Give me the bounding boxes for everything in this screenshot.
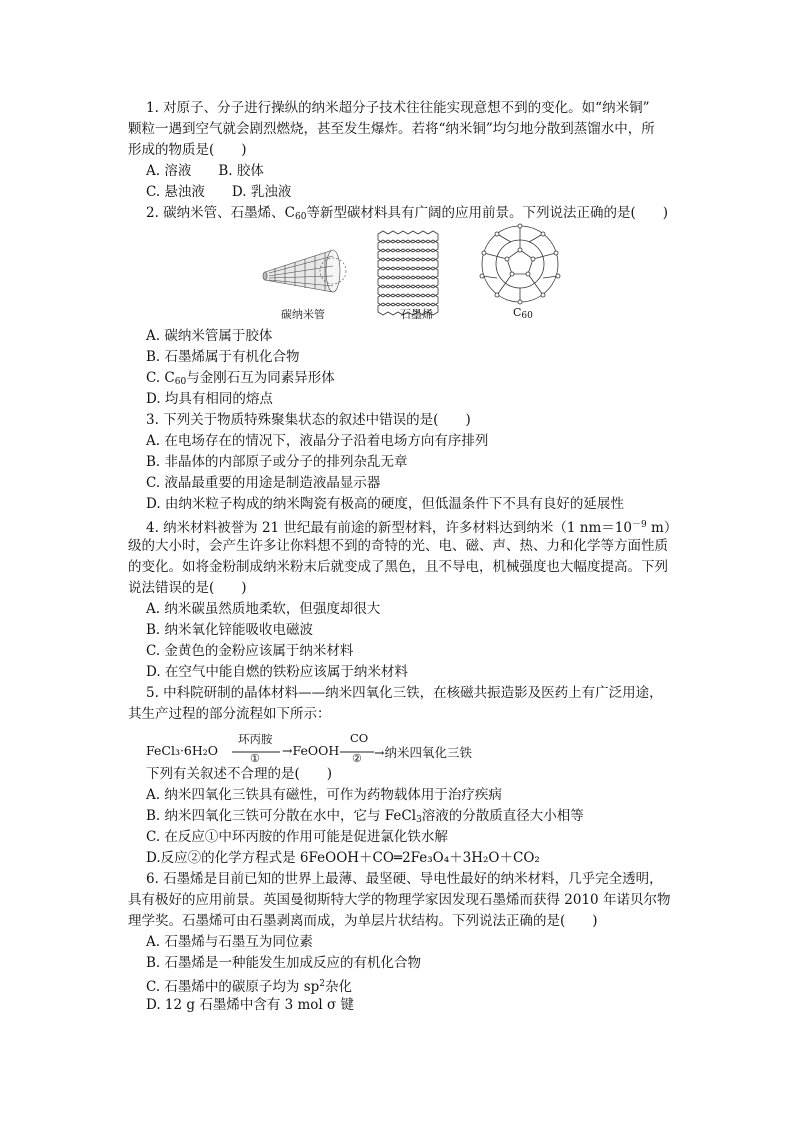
q1-line-2: 颗粒一遇到空气就会剧烈燃烧，甚至发生爆炸。若将“纳米铜”均匀地分散到蒸馏水中，所	[128, 121, 655, 137]
q5-option-d: D.反应②的化学方程式是 6FeOOH＋CO═2Fe₃O₄＋3H₂O＋CO₂	[146, 850, 540, 866]
q3-stem: 3. 下列关于物质特殊聚集状态的叙述中错误的是( )	[146, 412, 471, 428]
flow-reagent-2: CO	[350, 731, 369, 745]
q6-line-2: 具有极好的应用前景。英国曼彻斯特大学的物理学家因发现石墨烯而获得 2010 年诺贝尔物	[128, 892, 671, 908]
flow-reagent-1: 环丙胺	[238, 732, 273, 746]
q5-line-1: 5. 中科院研制的晶体材料——纳米四氧化三铁，在核磁共振造影及医药上有广泛用途，	[146, 685, 663, 701]
q3-option-b: B. 非晶体的内部原子或分子的排列杂乱无章	[146, 454, 408, 470]
q2-stem: 2. 碳纳米管、石墨烯、$C_{60}$等新型碳材料具有广阔的应用前景。下列说法正确的是( )	[146, 205, 669, 222]
q3-option-c: C. 液晶最重要的用途是制造液晶显示器	[146, 475, 381, 491]
flow-product: →纳米四氧化三铁	[374, 745, 472, 760]
q5-option-a: A. 纳米四氧化三铁具有磁性，可作为药物载体用于治疗疾病	[146, 787, 502, 803]
nanotube-illustration	[263, 250, 346, 292]
flow-reactant: FeCl₃·6H₂O	[146, 743, 219, 758]
q1-line-1: 1. 对原子、分子进行操纵的纳米超分子技术往往能实现意想不到的变化。如“纳米铜”	[146, 100, 650, 116]
q4-line-4: 说法错误的是( )	[128, 580, 247, 596]
q4-line-2: 级的大小时，会产生许多让你料想不到的奇特的光、电、磁、声、热、力和化学等方面性质	[128, 538, 668, 554]
q5-line-2: 其生产过程的部分流程如下所示：	[128, 706, 331, 722]
q3-option-a: A. 在电场存在的情况下，液晶分子沿着电场方向有序排列	[146, 433, 489, 449]
q4-option-b: B. 纳米氧化锌能吸收电磁波	[146, 622, 314, 638]
q2-option-b: B. 石墨烯属于有机化合物	[146, 349, 300, 365]
q2-option-c: C. $C_{60}$与金刚石互为同素异形体	[146, 370, 335, 387]
c60-label: $C_{60}$	[513, 306, 533, 321]
q5-option-c: C. 在反应①中环丙胺的作用可能是促进氯化铁水解	[146, 829, 448, 845]
q3-option-d: D. 由纳米粒子构成的纳米陶瓷有极高的硬度，但低温条件下不具有良好的延展性	[146, 496, 624, 512]
q5-stem: 下列有关叙述不合理的是( )	[146, 766, 333, 782]
q6-option-a: A. 石墨烯与石墨互为同位素	[146, 934, 313, 950]
q1-options-ab: A. 溶液 B. 胶体	[146, 163, 264, 179]
q4-line-3: 的变化。如将金粉制成纳米粉末后就变成了黑色，且不导电，机械强度也大幅度提高。下列	[128, 559, 668, 575]
flow-intermediate: →FeOOH	[282, 743, 340, 758]
graphene-illustration	[378, 231, 438, 315]
q6-option-d: D. 12 g 石墨烯中含有 3 mol σ 键	[146, 997, 355, 1013]
q2-option-a: A. 碳纳米管属于胶体	[146, 328, 273, 344]
q2-option-d: D. 均具有相同的熔点	[146, 391, 273, 407]
graphene-label: 石墨烯	[400, 308, 433, 321]
q4-option-c: C. 金黄色的金粉应该属于纳米材料	[146, 643, 354, 659]
q1-options-cd: C. 悬浊液 D. 乳浊液	[146, 184, 292, 200]
q4-line-1: 4. 纳米材料被誉为 21 世纪最有前途的新型材料，许多材料达到纳米（1 $nm=10^{-9}$ m）	[146, 520, 678, 536]
q6-line-3: 理学奖。石墨烯可由石墨剥离而成，为单层片状结构。下列说法正确的是( )	[128, 913, 598, 929]
q4-option-d: D. 在空气中能自燃的铁粉应该属于纳米材料	[146, 664, 408, 680]
q5-option-b: B. 纳米四氧化三铁可分散在水中，它与 FeCl$_3$溶液的分散质直径大小相等	[146, 808, 584, 825]
flow-step-2: ②	[352, 752, 362, 765]
c60-illustration	[480, 224, 560, 304]
nanotube-label: 碳纳米管	[281, 308, 325, 321]
q6-line-1: 6. 石墨烯是目前已知的世界上最薄、最坚硬、导电性最好的纳米材料，几乎完全透明，	[146, 871, 663, 887]
q6-option-c: C. 石墨烯中的碳原子均为 $sp^2$杂化	[146, 979, 353, 995]
q6-option-b: B. 石墨烯是一种能发生加成反应的有机化合物	[146, 955, 422, 971]
carbon-materials-figure	[255, 220, 575, 325]
q1-line-3: 形成的物质是( )	[128, 142, 247, 158]
q4-option-a: A. 纳米碳虽然质地柔软，但强度却很大	[146, 601, 381, 617]
flow-step-1: ①	[250, 752, 260, 765]
